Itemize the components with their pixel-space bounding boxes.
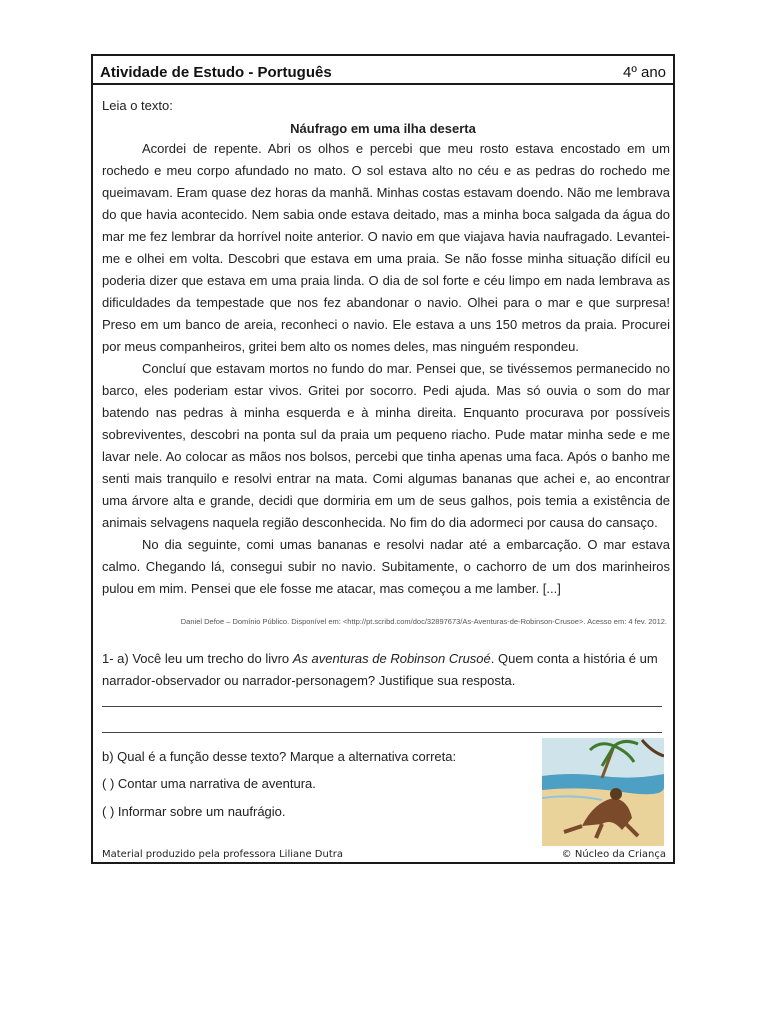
answer-line[interactable] [102, 706, 662, 707]
option-adventure-narrative[interactable]: ( ) Contar uma narrativa de aventura. [102, 776, 316, 791]
option-shipwreck-info[interactable]: ( ) Informar sobre um naufrágio. [102, 804, 286, 819]
worksheet-title: Atividade de Estudo - Português [100, 64, 332, 81]
question-1a-suffix: . Quem conta a história é um narrador-observador ou narrador-personagem? Justifique sua resposta. [102, 651, 658, 688]
book-title: As aventuras de Robinson Crusoé [292, 651, 491, 666]
grade-label: 4º ano [622, 64, 666, 81]
question-1a [102, 648, 668, 692]
story-text [102, 138, 670, 600]
story-paragraph: No dia seguinte, comi umas bananas e resolvi nadar até a embarcação. O mar estava calmo. Chegando lá, consegui subir no navio. Subitamente, o cachorro de um dos marinheiros pulou em mim. Pensei que ele fosse me atacar, mas começou a me lamber. [...] [102, 537, 670, 596]
story-paragraph: Acordei de repente. Abri os olhos e percebi que meu rosto estava encostado em um rochedo e meu corpo afundado no mato. O sol estava alto no céu e as pedras do rochedo me queimavam. Eram quase dez horas da manhã. Minhas costas estavam doendo. Não me lembrava do que havia acontecido. Nem sabia onde estava deitado, mas a minha boca salgada da água do mar me fez lembrar da horrível noite anterior. O navio em que viajava havia naufragado. Levantei-me e olhei em volta. Descobri que estava em uma praia. Se não fosse minha situação difícil eu poderia dizer que estava em uma praia linda. O dia de sol forte e céu limpo em nada lembrava as dificuldades da tempestade que nos fez abandonar o navio. Olhei para o mar e que surpresa! Preso em um banco de areia, reconheci o navio. Ele estava a uns 150 metros da praia. Procurei por meus companheiros, gritei bem alto os nomes deles, mas ninguém respondeu. [102, 141, 670, 354]
worksheet [91, 54, 675, 864]
header-divider [93, 83, 673, 85]
source-citation: Daniel Defoe – Domínio Público. Disponível em: <http://pt.scribd.com/doc/32897673/As-Aventuras-de-Robinson-Crusoe>. Acesso em: 4 fev. 2012. [180, 617, 667, 626]
answer-line[interactable] [102, 732, 662, 733]
story-paragraph: Concluí que estavam mortos no fundo do mar. Pensei que, se tivéssemos permanecido no barco, eles poderiam estar vivos. Gritei por socorro. Pedi ajuda. Mas só ouvia o som do mar batendo nas pedras à minha esquerda e à minha direita. Enquanto procurava por possíveis sobreviventes, descobri na ponta sul da praia um pequeno riacho. Pude matar minha sede e me lavar nele. Ao colocar as mãos nos bolsos, percebi que tinha apenas uma faca. Após o banho me senti mais tranquilo e resolvi entrar na mata. Comi algumas bananas que achei e, ao encontrar uma árvore alta e grande, decidi que dormiria em um de seus galhos, pois temia a existência de animais selvagens naquela região desconhecida. No fim do dia adormeci por causa do cansaço. [102, 361, 670, 530]
copyright-notice: © Núcleo da Criança [561, 849, 666, 860]
author-credit: Material produzido pela professora Liliane Dutra [102, 849, 343, 860]
question-1b: b) Qual é a função desse texto? Marque a alternativa correta: [102, 749, 457, 764]
story-title: Náufrago em uma ilha deserta [290, 121, 476, 136]
castaway-illustration [542, 738, 664, 846]
question-1a-prefix: 1- a) Você leu um trecho do livro [102, 651, 293, 666]
reading-instruction: Leia o texto: [102, 98, 173, 113]
